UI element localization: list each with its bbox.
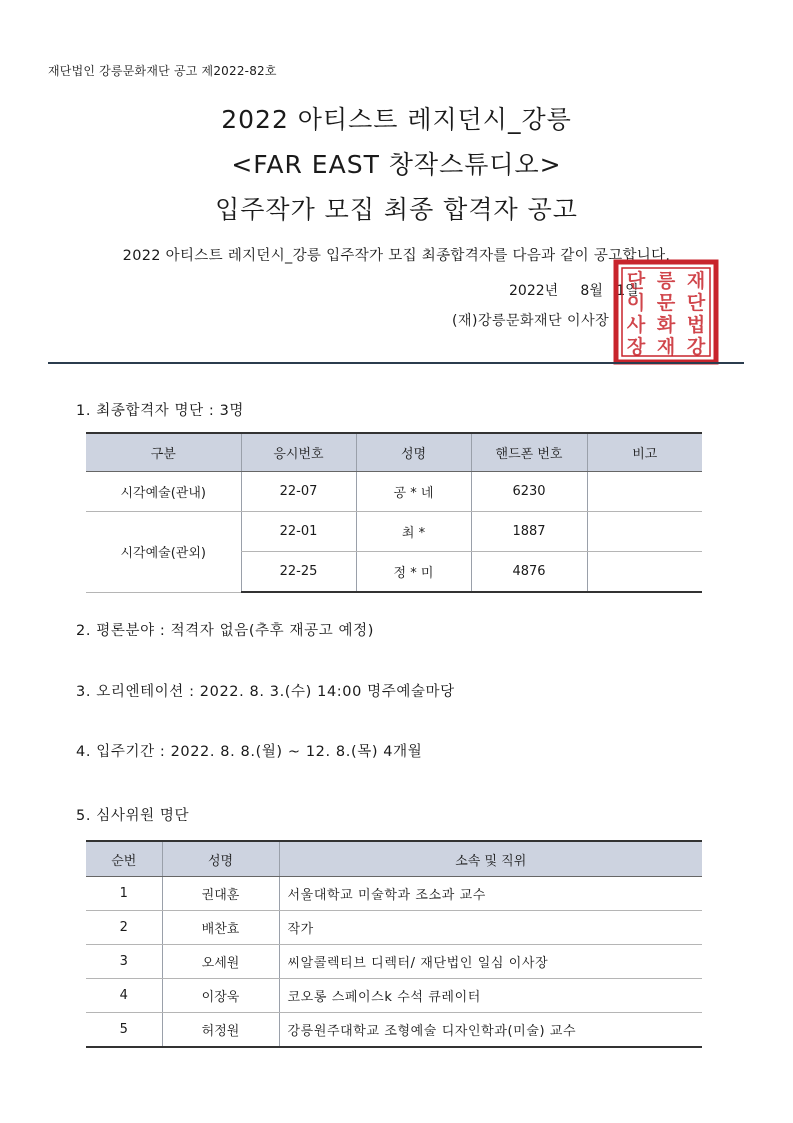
- table-row: [86, 945, 702, 979]
- seal-character: 사: [626, 314, 646, 336]
- seal-character: 재: [686, 270, 706, 292]
- seal-character: 법: [686, 314, 706, 336]
- table-row: [86, 512, 702, 552]
- section-finalists-heading: 1. 최종합격자 명단 : 3명: [76, 403, 245, 419]
- cell-affiliation: 씨알콜렉티브 디렉터/ 재단법인 일심 이사장: [279, 945, 702, 979]
- cell-app-number: 22-01: [241, 512, 356, 552]
- header-app-number: 응시번호: [241, 433, 356, 472]
- cell-judge-name: 권대훈: [162, 877, 279, 911]
- finalists-table: [86, 432, 702, 593]
- seal-character: 릉: [656, 270, 676, 292]
- finalists-header-row: [86, 433, 702, 472]
- header-category: 구분: [86, 433, 241, 472]
- header-note: 비고: [587, 433, 702, 472]
- cell-phone: 1887: [471, 512, 587, 552]
- cell-affiliation: 작가: [279, 911, 702, 945]
- cell-judge-name: 오세원: [162, 945, 279, 979]
- header-divider: [48, 362, 744, 364]
- cell-name: 공 * 네: [356, 472, 471, 512]
- section-criticism-field: 2. 평론분야 : 적격자 없음(추후 재공고 예정): [76, 623, 374, 639]
- seal-character: 문: [656, 292, 676, 314]
- date-day: 1일: [616, 283, 639, 299]
- section-judges-heading: 5. 심사위원 명단: [76, 808, 190, 824]
- cell-app-number: 22-25: [241, 552, 356, 593]
- notice-number: 재단법인 강릉문화재단 공고 제2022-82호: [48, 64, 277, 78]
- cell-name: 정 * 미: [356, 552, 471, 593]
- cell-judge-name: 허정원: [162, 1013, 279, 1048]
- seal-character: 강: [686, 336, 706, 358]
- judges-header-row: [86, 841, 702, 877]
- cell-judge-name: 배찬효: [162, 911, 279, 945]
- cell-note: [587, 472, 702, 512]
- table-row: [86, 472, 702, 512]
- header-name: 성명: [356, 433, 471, 472]
- cell-affiliation: 코오롱 스페이스k 수석 큐레이터: [279, 979, 702, 1013]
- cell-name: 최 *: [356, 512, 471, 552]
- seal-character: 이: [626, 292, 646, 314]
- header-phone: 핸드폰 번호: [471, 433, 587, 472]
- seal-character: 단: [626, 270, 646, 292]
- cell-phone: 6230: [471, 472, 587, 512]
- cell-order: 3: [86, 945, 162, 979]
- table-row: [86, 979, 702, 1013]
- cell-note: [587, 512, 702, 552]
- judges-table: [86, 840, 702, 1048]
- cell-affiliation: 서울대학교 미술학과 조소과 교수: [279, 877, 702, 911]
- cell-order: 2: [86, 911, 162, 945]
- cell-order: 1: [86, 877, 162, 911]
- cell-category: 시각예술(관외): [86, 512, 241, 593]
- title-line-3: 입주작가 모집 최종 합격자 공고: [215, 195, 578, 224]
- table-row: [86, 1013, 702, 1048]
- cell-note: [587, 552, 702, 593]
- header-judge-name: 성명: [162, 841, 279, 877]
- cell-app-number: 22-07: [241, 472, 356, 512]
- section-orientation: 3. 오리엔테이션 : 2022. 8. 3.(수) 14:00 명주예술마당: [76, 684, 455, 700]
- title-line-2: <FAR EAST 창작스튜디오>: [231, 150, 562, 179]
- intro-text: 2022 아티스트 레지던시_강릉 입주작가 모집 최종합격자를 다음과 같이 공고합니다.: [122, 248, 671, 264]
- official-seal-stamp: [612, 258, 720, 366]
- table-row: [86, 911, 702, 945]
- date-year: 2022년: [509, 283, 559, 299]
- cell-category: 시각예술(관내): [86, 472, 241, 512]
- seal-characters: [626, 269, 706, 358]
- seal-character: 재: [656, 336, 676, 358]
- section-residency-period: 4. 입주기간 : 2022. 8. 8.(월) ~ 12. 8.(목) 4개월: [76, 744, 423, 760]
- cell-order: 5: [86, 1013, 162, 1048]
- issuer: (재)강릉문화재단 이사장: [452, 313, 610, 329]
- cell-phone: 4876: [471, 552, 587, 593]
- title-line-1: 2022 아티스트 레지던시_강릉: [221, 105, 572, 134]
- cell-affiliation: 강릉원주대학교 조형예술 디자인학과(미술) 교수: [279, 1013, 702, 1048]
- cell-judge-name: 이장욱: [162, 979, 279, 1013]
- header-order: 순번: [86, 841, 162, 877]
- seal-character: 단: [686, 292, 706, 314]
- seal-character: 화: [656, 314, 676, 336]
- table-row: [86, 877, 702, 911]
- cell-order: 4: [86, 979, 162, 1013]
- date-month: 8월: [580, 283, 603, 299]
- seal-character: 장: [626, 336, 646, 358]
- header-affiliation: 소속 및 직위: [279, 841, 702, 877]
